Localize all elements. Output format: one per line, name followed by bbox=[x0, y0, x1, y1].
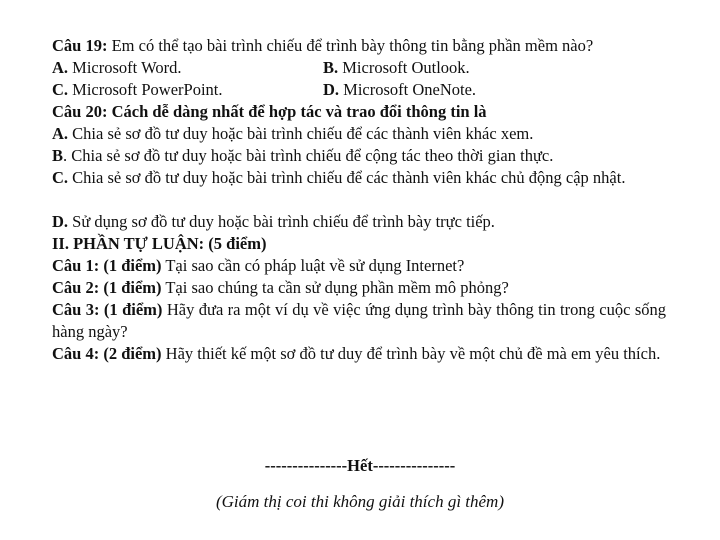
option-letter: B. bbox=[323, 58, 339, 77]
essay-question-label: Câu 3: (1 điểm) bbox=[52, 300, 163, 319]
question-20-label: Câu 20: bbox=[52, 102, 108, 121]
exam-page bbox=[52, 35, 666, 387]
question-20-option-a bbox=[52, 123, 666, 145]
question-19-options-row-1 bbox=[52, 57, 666, 79]
essay-question-label: Câu 2: (1 điểm) bbox=[52, 278, 162, 297]
option-text: Microsoft OneNote. bbox=[339, 80, 477, 99]
essay-question-2 bbox=[52, 277, 666, 299]
essay-question-text: Tại sao chúng ta cần sử dụng phần mềm mô phỏng? bbox=[161, 278, 509, 297]
option-letter: B bbox=[52, 146, 64, 165]
option-letter: A. bbox=[52, 124, 69, 143]
section-heading: II. PHẦN TỰ LUẬN: (5 điểm) bbox=[52, 234, 267, 253]
question-19 bbox=[52, 35, 666, 57]
question-19-label: Câu 19: bbox=[52, 36, 108, 55]
essay-question-text: Hãy thiết kế một sơ đồ tư duy để trình bày về một chủ đề mà em yêu thích. bbox=[161, 344, 661, 363]
option-letter: D. bbox=[323, 80, 340, 99]
question-19-option-b bbox=[323, 57, 470, 79]
question-19-options-row-2 bbox=[52, 79, 666, 101]
question-19-text: Em có thể tạo bài trình chiếu để trình bày thông tin bằng phần mềm nào? bbox=[107, 36, 594, 55]
option-letter: D. bbox=[52, 212, 69, 231]
option-letter: C. bbox=[52, 80, 69, 99]
question-19-option-a bbox=[52, 57, 323, 79]
question-20-option-c bbox=[52, 167, 666, 211]
option-text: Sử dụng sơ đồ tư duy hoặc bài trình chiếu để trình bày trực tiếp. bbox=[68, 212, 495, 231]
essay-question-1 bbox=[52, 255, 666, 277]
option-text: Chia sẻ sơ đồ tư duy hoặc bài trình chiếu để các thành viên khác chủ động cập nhật. bbox=[68, 168, 626, 187]
option-letter: C. bbox=[52, 168, 69, 187]
option-text: . Chia sẻ sơ đồ tư duy hoặc bài trình chiếu để cộng tác theo thời gian thực. bbox=[63, 146, 554, 165]
option-text: Chia sẻ sơ đồ tư duy hoặc bài trình chiếu để các thành viên khác xem. bbox=[68, 124, 534, 143]
essay-question-label: Câu 4: (2 điểm) bbox=[52, 344, 162, 363]
question-19-option-d bbox=[323, 79, 476, 101]
option-text: Microsoft Word. bbox=[68, 58, 182, 77]
question-20 bbox=[52, 101, 666, 123]
question-20-option-d bbox=[52, 211, 666, 233]
option-letter: A. bbox=[52, 58, 69, 77]
essay-question-text: Hãy đưa ra một ví dụ về việc ứng dụng trình bày thông tin trong cuộc sống hàng ngày? bbox=[52, 300, 667, 341]
proctor-note: (Giám thị coi thi không giải thích gì thêm) bbox=[215, 492, 504, 511]
essay-question-3 bbox=[52, 299, 666, 343]
question-20-option-b bbox=[52, 145, 666, 167]
question-19-option-c bbox=[52, 79, 323, 101]
question-20-text: Cách dễ dàng nhất để hợp tác và trao đổi thông tin là bbox=[107, 102, 487, 121]
essay-question-label: Câu 1: (1 điểm) bbox=[52, 256, 162, 275]
essay-question-text: Tại sao cần có pháp luật về sử dụng Internet? bbox=[161, 256, 465, 275]
option-text: Microsoft Outlook. bbox=[338, 58, 470, 77]
end-marker: ---------------Hết--------------- bbox=[264, 456, 456, 475]
essay-question-4 bbox=[52, 343, 666, 387]
option-text: Microsoft PowerPoint. bbox=[68, 80, 223, 99]
